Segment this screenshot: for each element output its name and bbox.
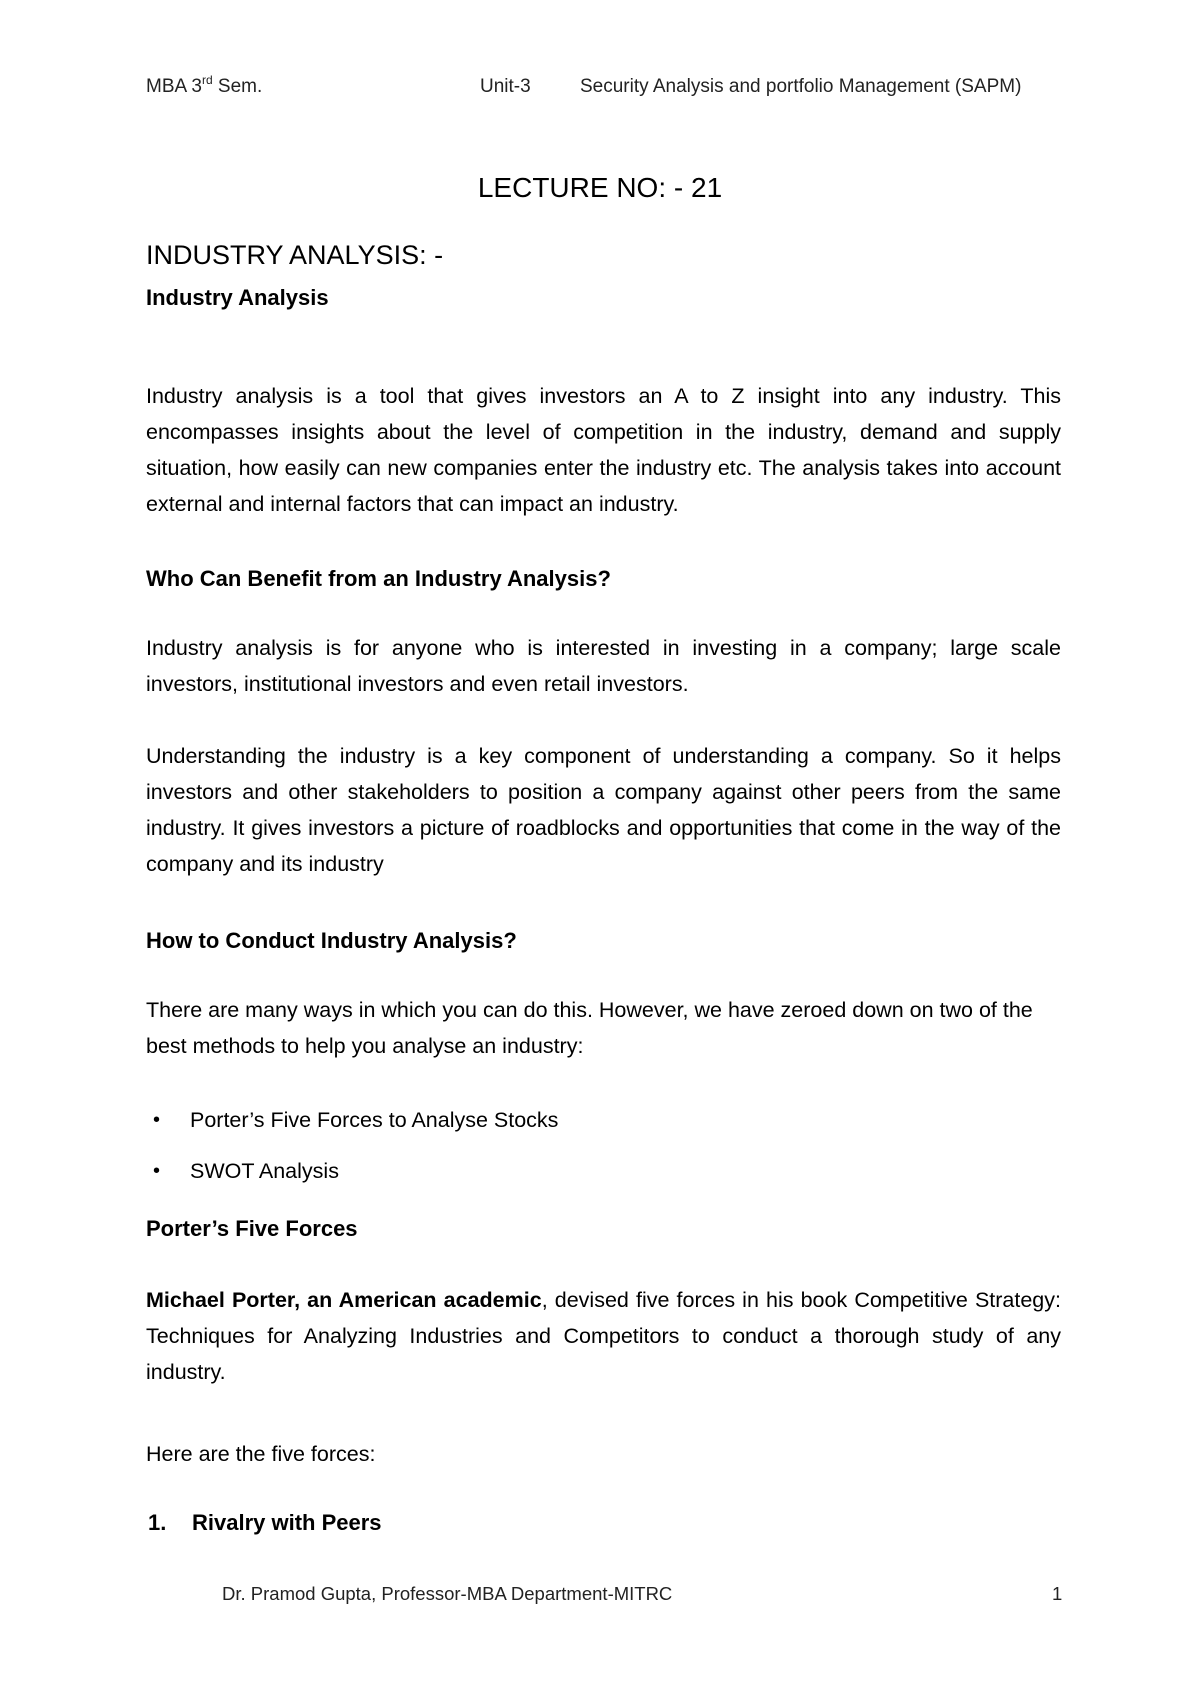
method-label: Porter’s Five Forces to Analyse Stocks <box>190 1108 559 1132</box>
list-item <box>146 1153 558 1204</box>
header-unit: Unit-3 <box>480 76 531 97</box>
who-benefits-paragraph-2: Understanding the industry is a key component of understanding a company. So it helps investors and other stakeholders to position a company against other peers from the same industry. It gives investors a picture of roadblocks and opportunities that come in the way of the company and its industry <box>146 744 1061 876</box>
bullet-icon: • <box>153 1160 161 1182</box>
header-subject: Security Analysis and portfolio Management (SAPM) <box>580 76 1022 97</box>
force-number: 1. <box>148 1510 167 1535</box>
porters-description <box>146 1282 1061 1390</box>
force-item <box>146 1510 382 1536</box>
lecture-title: LECTURE NO: - 21 <box>477 172 723 203</box>
bullet-icon: • <box>153 1109 161 1131</box>
how-to-conduct-paragraph: There are many ways in which you can do this. However, we have zeroed down on two of the best methods to help you analyse an industry: <box>146 998 1033 1058</box>
page-number: 1 <box>1052 1583 1063 1604</box>
methods-list <box>146 1102 558 1204</box>
header-course <box>146 73 263 98</box>
footer-author: Dr. Pramod Gupta, Professor-MBA Department-MITRC <box>222 1583 673 1604</box>
porters-description-text: , devised five forces in his book Competitive Strategy: Techniques for Analyzing Industries and Competitors to conduct a thorough study of any industry. <box>146 1288 1061 1384</box>
header-course-suffix: Sem. <box>212 76 263 97</box>
list-item <box>146 1102 558 1153</box>
porters-heading: Porter’s Five Forces <box>146 1216 358 1241</box>
force-label: Rivalry with Peers <box>192 1510 382 1535</box>
section-title: INDUSTRY ANALYSIS: - <box>146 240 444 270</box>
who-benefits-paragraph-1: Industry analysis is for anyone who is interested in investing in a company; large scale investors, institutional investors and even retail investors. <box>146 636 1061 696</box>
subtitle: Industry Analysis <box>146 285 329 310</box>
method-label: SWOT Analysis <box>190 1159 339 1183</box>
intro-paragraph: Industry analysis is a tool that gives investors an A to Z insight into any industry. This encompasses insights about the level of competition in the industry, demand and supply situation, how easily can new companies enter the industry etc. The analysis takes into account external and internal factors that can impact an industry. <box>146 384 1061 516</box>
porters-author: Michael Porter, an American academic <box>146 1288 542 1312</box>
who-benefits-heading: Who Can Benefit from an Industry Analysis? <box>146 566 611 591</box>
header-course-sup: rd <box>201 73 213 87</box>
porters-intro-forces: Here are the five forces: <box>146 1442 376 1466</box>
how-to-conduct-heading: How to Conduct Industry Analysis? <box>146 928 517 953</box>
header-course-text: MBA 3 <box>146 76 202 97</box>
